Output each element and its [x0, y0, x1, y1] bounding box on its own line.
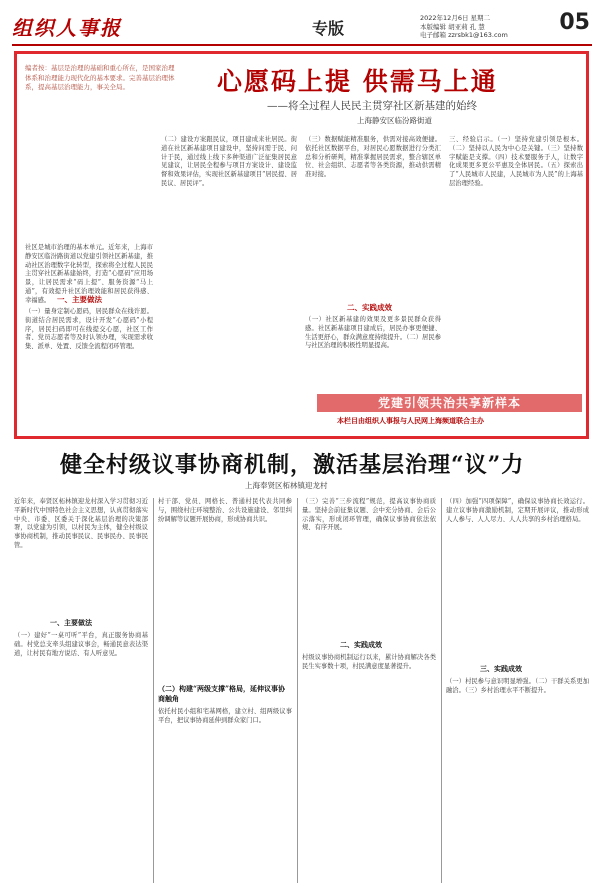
page-editor: 本版编辑 胡亚莉 孔 慧	[420, 22, 485, 31]
editor-email: 电子邮箱 zzrsbk1@163.com	[420, 31, 508, 39]
article2-col1b-text: （一）建好“一桌可听”平台，真正服务协商基础。村党总支牵头组建议事会，畅通民意表达渠道，让村民有地方说话、有人听意见。	[14, 632, 148, 657]
issue-date: 2022年12月6日 星期二	[420, 14, 491, 22]
section-label: 专版	[312, 19, 345, 38]
masthead	[12, 6, 592, 46]
feature-col3-text: （三）数据赋能精准服务，供需对接高效便捷。依托社区数据平台，对居民心愿数据进行分类汇总和分析研判，精准掌握居民需求，整合辖区单位、社会组织、志愿者等各类资源，推动供需精准对接。	[305, 136, 441, 179]
issue-meta	[420, 14, 508, 40]
article2-title: 健全村级议事协商机制，激活基层治理“议”力	[60, 452, 525, 478]
article2-col3b-text: 村级议事协商机制运行以来，累计协商解决各类民生实事数十项，村民满意度显著提升。	[302, 654, 436, 670]
editor-note: 编者按：基层是治理的基础和重心所在，是国家治理体系和治理能力现代化的基本要求。完善基层治理体系，提高基层治理能力，事关全局。	[25, 64, 175, 91]
feature-col1-heading: 一、主要做法	[57, 295, 102, 304]
feature-col3b-text: （一）社区新基建的效果及更多景民群众获得感。社区新基建项目建成后，居民办事更便捷、生活更舒心，群众满意度持续提升。（二）居民参与社区治理的积极性明显提高。	[305, 316, 441, 350]
column-banner-note: 本栏目由组织人事报与人民网上海频道联合主办	[337, 416, 484, 425]
feature-col1-text: 社区是城市治理的基本单元。近年来，上海市静安区临汾路街道以党建引领社区新基建，推动社区治理数字化转型，探索将全过程人民民主贯穿社区新基建始终，打造“心愿码”应用场景，让居民需求“码上提”、服务资源“马上通”，有效提升社区治理效能和居民获得感、幸福感。	[25, 244, 153, 304]
column-rule	[297, 498, 298, 883]
feature-article	[14, 51, 589, 439]
feature-subtitle: ——将全过程人民民主贯穿社区新基建的始终	[267, 100, 477, 112]
feature-col4-text: 三、经验启示。（一）坚持党建引领是根本。（二）坚持以人民为中心是关键。（三）坚持数字赋能是支撑。（四）技术要服务于人，让数字化成果更多更公平惠及全体居民。（五）探索出了“人民城市人民建，人民城市为人民”的上海基层治理经验。	[449, 136, 583, 187]
feature-col1b-text: （一）量身定制心愿码，居民群众在线许愿。街道结合居民需求，设计开发“心愿码”小程序，居民扫码即可在线提交心愿，社区工作者、党员志愿者等及时认领办理，实现需求收集、派单、处置、反馈全流程闭环管理。	[25, 308, 153, 351]
feature-byline: 上海静安区临汾路街道	[357, 116, 432, 125]
article2-col2b-text: 依托村民小组和宅基网格，建立村、组两级议事平台，把议事协商延伸到群众家门口。	[158, 708, 292, 724]
page-number: 05	[559, 10, 590, 35]
feature-title: 心愿码上提 供需马上通	[217, 67, 498, 96]
article2-col2-heading: （二）构建“两级支撑”格局，延伸议事协商触角	[158, 684, 286, 703]
article2-col2-text: 村干部、党员、网格长、普通村民代表共同参与，围绕村庄环境整治、公共设施建设、邻里纠纷调解等议题开展协商，形成协商共识。	[158, 498, 292, 523]
article2-col3-heading: 二、实践成效	[340, 640, 382, 649]
column-banner: 党建引领共治共享新样本	[317, 394, 582, 412]
article2-col4b-text: （一）村民参与意识明显增强。（二）干群关系更加融洽。（三）乡村治理水平不断提升。	[446, 678, 589, 694]
article2-byline: 上海奉贤区柘林镇迎龙村	[245, 481, 328, 490]
article2-col1-heading: 一、主要做法	[50, 618, 92, 627]
column-rule	[441, 498, 442, 883]
article2-col4-text: （四）加强“四项保障”，确保议事协商长效运行。建立议事协商激励机制，定期开展评议，推动形成人人参与、人人尽力、人人共享的乡村治理格局。	[446, 498, 589, 523]
feature-col2-text: （二）建设方案跟民议，项目建成来社居民。街道在社区新基建项目建设中，坚持问需于民、问计于民，通过线上线下多种渠道广泛征集居民意见建议，让居民全程参与项目方案设计、建设监督和效果评估，实现社区新基建项目“居民提、居民议、居民评”。	[161, 136, 297, 187]
article2-col4-heading: 三、实践成效	[480, 664, 522, 673]
article2-col3-text: （三）完善“三步流程”规范，提高议事协商质量。坚持会前征集议题、会中充分协商、会后公示落实，形成闭环管理，确保议事协商依法依规、有序开展。	[302, 498, 436, 532]
feature-col3-heading: 二、实践成效	[347, 303, 392, 312]
column-rule	[153, 498, 154, 883]
article2-col1-text: 近年来，奉贤区柘林镇迎龙村深入学习贯彻习近平新时代中国特色社会主义思想，认真贯彻落实中央、市委、区委关于深化基层治理的决策部署，以党建为引领，以村民为主体，健全村级议事协商机制，推动民事民议、民事民办、民事民管。	[14, 498, 148, 549]
newspaper-logo: 组织人事报	[12, 16, 122, 40]
